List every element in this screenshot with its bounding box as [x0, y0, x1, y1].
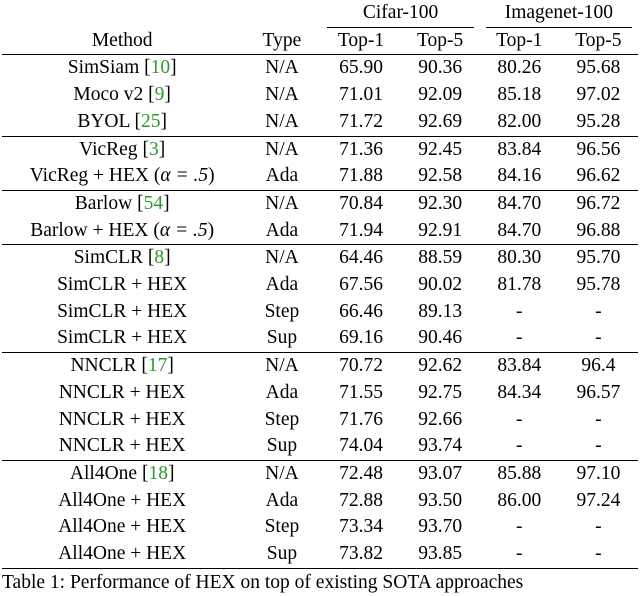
imagenet-top1-cell: 83.84: [480, 136, 559, 163]
imagenet-top5-cell: 96.57: [576, 381, 621, 403]
table-row: [2, 109, 638, 136]
method-cell: [2, 380, 242, 407]
cifar-top1-cell: 71.88: [339, 165, 383, 187]
method-name: All4One + HEX: [58, 516, 187, 538]
method-name: SimCLR: [73, 247, 144, 269]
method-name: SimCLR + HEX: [57, 327, 188, 349]
method-name: All4One: [69, 462, 138, 484]
type-cell: Ada: [265, 219, 299, 241]
table-row: [2, 541, 638, 568]
method-cell: All4One [18]: [2, 460, 242, 487]
cifar-top5-cell: 90.46: [418, 327, 463, 349]
type-cell: Ada: [265, 165, 299, 187]
type-cell: Step: [264, 300, 300, 322]
cifar-top5-cell: 92.66: [418, 408, 463, 430]
imagenet-top1-cell: 82.00: [497, 110, 542, 132]
type-cell: N/A: [242, 245, 321, 272]
cifar-top1-cell: 71.76: [339, 408, 383, 430]
cifar-top5-cell: 93.50: [418, 489, 463, 511]
method-header: Method: [2, 28, 242, 55]
table-row: [2, 218, 638, 245]
cifar-top5-cell: 92.69: [418, 110, 463, 132]
cifar-top5-cell: 92.62: [401, 353, 480, 380]
cifar-top1-cell: 73.82: [321, 541, 400, 568]
imagenet-group-header: Imagenet-100: [480, 0, 638, 28]
imagenet-top1-cell: 85.18: [497, 84, 542, 106]
imagenet-top5-cell: 95.28: [576, 110, 621, 132]
method-name: NNCLR + HEX: [58, 435, 186, 457]
type-cell: N/A: [242, 190, 321, 217]
type-cell: Sup: [242, 541, 321, 568]
imagenet-top5-cell: 95.70: [559, 245, 638, 272]
method-cell: Barlow [54]: [2, 190, 242, 217]
cifar-top1-cell: 72.88: [339, 489, 383, 511]
method-cell: SimSiam [10]: [67, 57, 177, 79]
cifar-top5-cell: 90.02: [418, 274, 463, 296]
imagenet-top5-cell: -: [595, 516, 602, 538]
method-name: All4One + HEX: [58, 543, 187, 565]
imagenet-top5-cell: 97.10: [559, 460, 638, 487]
type-cell: Sup: [266, 435, 298, 457]
type-cell: N/A: [265, 84, 299, 106]
cifar-top1-cell: 71.01: [339, 84, 383, 106]
type-cell: Ada: [265, 489, 299, 511]
cifar-top1-cell: 71.72: [339, 110, 383, 132]
alpha-value: α = .5: [160, 165, 209, 187]
method-name: NNCLR: [70, 355, 137, 377]
method-name: VicReg + HEX (: [29, 165, 161, 187]
imagenet-top5-cell: 96.56: [559, 136, 638, 163]
cifar-top1-cell: 72.48: [321, 460, 400, 487]
type-cell: Sup: [266, 327, 298, 349]
imagenet-top1-cell: 81.78: [497, 274, 542, 296]
method-cell: [2, 541, 242, 568]
imagenet-top1-cell: 80.26: [497, 57, 542, 79]
table-row: [2, 82, 638, 109]
cifar-top1-cell: 74.04: [339, 435, 383, 457]
method-name: NNCLR + HEX: [58, 408, 186, 430]
table-row: [2, 353, 638, 380]
cifar-top1-cell: 71.36: [321, 136, 400, 163]
table-row: [2, 190, 638, 217]
method-cell: [2, 218, 242, 245]
method-cell: [2, 299, 242, 326]
imagenet-top1-cell: 80.30: [480, 245, 559, 272]
method-name: All4One + HEX: [58, 489, 187, 511]
table-row: [2, 55, 638, 82]
type-cell: N/A: [242, 136, 321, 163]
type-cell: N/A: [265, 57, 299, 79]
cifar-top5-cell: 93.74: [418, 435, 463, 457]
imagenet-top5-cell: 96.88: [576, 219, 621, 241]
cifar-top5-cell: 93.07: [401, 460, 480, 487]
table-row: [2, 245, 638, 272]
cifar-top5-cell: 93.70: [418, 516, 463, 538]
method-name: Barlow + HEX (: [30, 219, 160, 241]
method-cell: [2, 272, 242, 299]
imagenet-top5-cell: 96.72: [559, 190, 638, 217]
imagenet-top5-cell: 97.02: [576, 84, 621, 106]
citation-link[interactable]: 8: [154, 247, 165, 269]
cifar-top5-cell: 92.45: [401, 136, 480, 163]
cifar-top1-cell: 71.94: [339, 219, 383, 241]
method-name: SimCLR + HEX: [57, 274, 188, 296]
imagenet-top5-cell: -: [559, 541, 638, 568]
imagenet-top1-cell: 84.16: [497, 165, 542, 187]
cifar-top1-cell: 71.55: [339, 381, 383, 403]
imagenet-top5-cell: -: [595, 300, 602, 322]
cifar-top5-cell: 89.13: [418, 300, 463, 322]
cifar-top5-cell: 92.30: [401, 190, 480, 217]
method-name-end: ): [208, 165, 215, 187]
citation-link[interactable]: 9: [154, 84, 165, 106]
imagenet-top5-cell: 96.62: [576, 165, 621, 187]
table-row: [2, 299, 638, 326]
cifar-top1-cell: 64.46: [321, 245, 400, 272]
imagenet-top5-cell: 96.4: [559, 353, 638, 380]
method-cell: NNCLR [17]: [2, 353, 242, 380]
method-name: Barlow: [74, 192, 133, 214]
table-row: [2, 514, 638, 541]
type-cell: N/A: [265, 110, 299, 132]
citation-link[interactable]: 18: [148, 462, 168, 484]
type-cell: N/A: [242, 460, 321, 487]
citation-link[interactable]: 54: [143, 192, 164, 214]
table-body: [2, 55, 638, 568]
cifar-top1-cell: 66.46: [339, 300, 383, 322]
imagenet-top1-cell: -: [516, 327, 523, 349]
table-row: [2, 163, 638, 190]
method-cell: SimCLR [8]: [2, 245, 242, 272]
imagenet-top5-cell: -: [595, 435, 602, 457]
cifar-top1-cell: 69.16: [339, 327, 383, 349]
type-cell: Step: [264, 516, 300, 538]
method-name-end: ): [207, 219, 215, 241]
cifar-top1-cell: 70.72: [321, 353, 400, 380]
table-caption: Table 1: Performance of HEX on top of existing SOTA approaches: [2, 572, 524, 593]
method-name: SimCLR + HEX: [57, 300, 188, 322]
cifar-top1-header: Top-1: [321, 28, 400, 55]
type-cell: N/A: [242, 353, 321, 380]
method-name: VicReg: [79, 138, 138, 160]
imagenet-top5-cell: -: [595, 327, 602, 349]
imagenet-top5-cell: 95.78: [576, 274, 621, 296]
method-name: BYOL: [77, 110, 130, 132]
imagenet-top5-cell: 95.68: [576, 57, 621, 79]
cifar-top5-cell: 92.58: [418, 165, 463, 187]
header-group-row: [2, 0, 638, 28]
table-row: [2, 136, 638, 163]
results-table: [2, 0, 638, 569]
method-cell: Moco v2 [9]: [73, 84, 171, 106]
method-cell: VicReg [3]: [2, 136, 242, 163]
citation-link[interactable]: 10: [150, 57, 171, 79]
imagenet-top1-cell: -: [516, 408, 523, 430]
method-cell: [2, 514, 242, 541]
type-cell: Ada: [265, 381, 299, 403]
imagenet-top1-cell: -: [516, 300, 523, 322]
method-cell: [2, 325, 242, 352]
cifar-top1-cell: 67.56: [339, 274, 383, 296]
cifar-top5-cell: 88.59: [401, 245, 480, 272]
cifar-group-header: Cifar-100: [321, 0, 479, 28]
cifar-top5-cell: 93.85: [401, 541, 480, 568]
header-column-row: [2, 28, 638, 55]
method-cell: [2, 407, 242, 434]
type-cell: Step: [264, 408, 300, 430]
table-row: [2, 460, 638, 487]
citation-link[interactable]: 25: [141, 110, 161, 132]
citation-link[interactable]: 17: [147, 355, 168, 377]
imagenet-top1-cell: -: [480, 541, 559, 568]
imagenet-top1-cell: 84.34: [497, 381, 542, 403]
method-cell: [2, 163, 242, 190]
imagenet-top5-cell: 97.24: [576, 489, 621, 511]
imagenet-top1-cell: 83.84: [480, 353, 559, 380]
table-row: [2, 380, 638, 407]
imagenet-top1-cell: 86.00: [497, 489, 542, 511]
cifar-top5-cell: 90.36: [418, 57, 463, 79]
table-row: [2, 407, 638, 434]
table-row: [2, 325, 638, 352]
cifar-top5-cell: 92.75: [418, 381, 463, 403]
imagenet-top5-header: Top-5: [559, 28, 638, 55]
imagenet-top1-header: Top-1: [480, 28, 559, 55]
method-name: NNCLR + HEX: [58, 381, 186, 403]
cifar-top5-header: Top-5: [401, 28, 480, 55]
citation-link[interactable]: 3: [148, 138, 159, 160]
type-header: Type: [242, 28, 321, 55]
imagenet-top1-cell: 84.70: [497, 219, 542, 241]
imagenet-top5-cell: -: [595, 408, 602, 430]
method-cell: BYOL [25]: [77, 110, 168, 132]
method-cell: [2, 488, 242, 515]
alpha-value: α = .5: [159, 219, 208, 241]
table-row: [2, 272, 638, 299]
imagenet-top1-cell: -: [516, 516, 523, 538]
method-cell: [2, 433, 242, 460]
cifar-top1-cell: 73.34: [339, 516, 383, 538]
type-cell: Ada: [265, 274, 299, 296]
imagenet-top1-cell: 85.88: [480, 460, 559, 487]
method-name: Moco v2: [73, 84, 144, 106]
imagenet-top1-cell: 84.70: [480, 190, 559, 217]
table-row: [2, 488, 638, 515]
imagenet-top1-cell: -: [516, 435, 523, 457]
table-row: [2, 433, 638, 460]
cifar-top1-cell: 70.84: [321, 190, 400, 217]
cifar-top5-cell: 92.09: [418, 84, 463, 106]
cifar-top5-cell: 92.91: [418, 219, 463, 241]
method-name: SimSiam: [67, 57, 140, 79]
cifar-top1-cell: 65.90: [339, 57, 383, 79]
